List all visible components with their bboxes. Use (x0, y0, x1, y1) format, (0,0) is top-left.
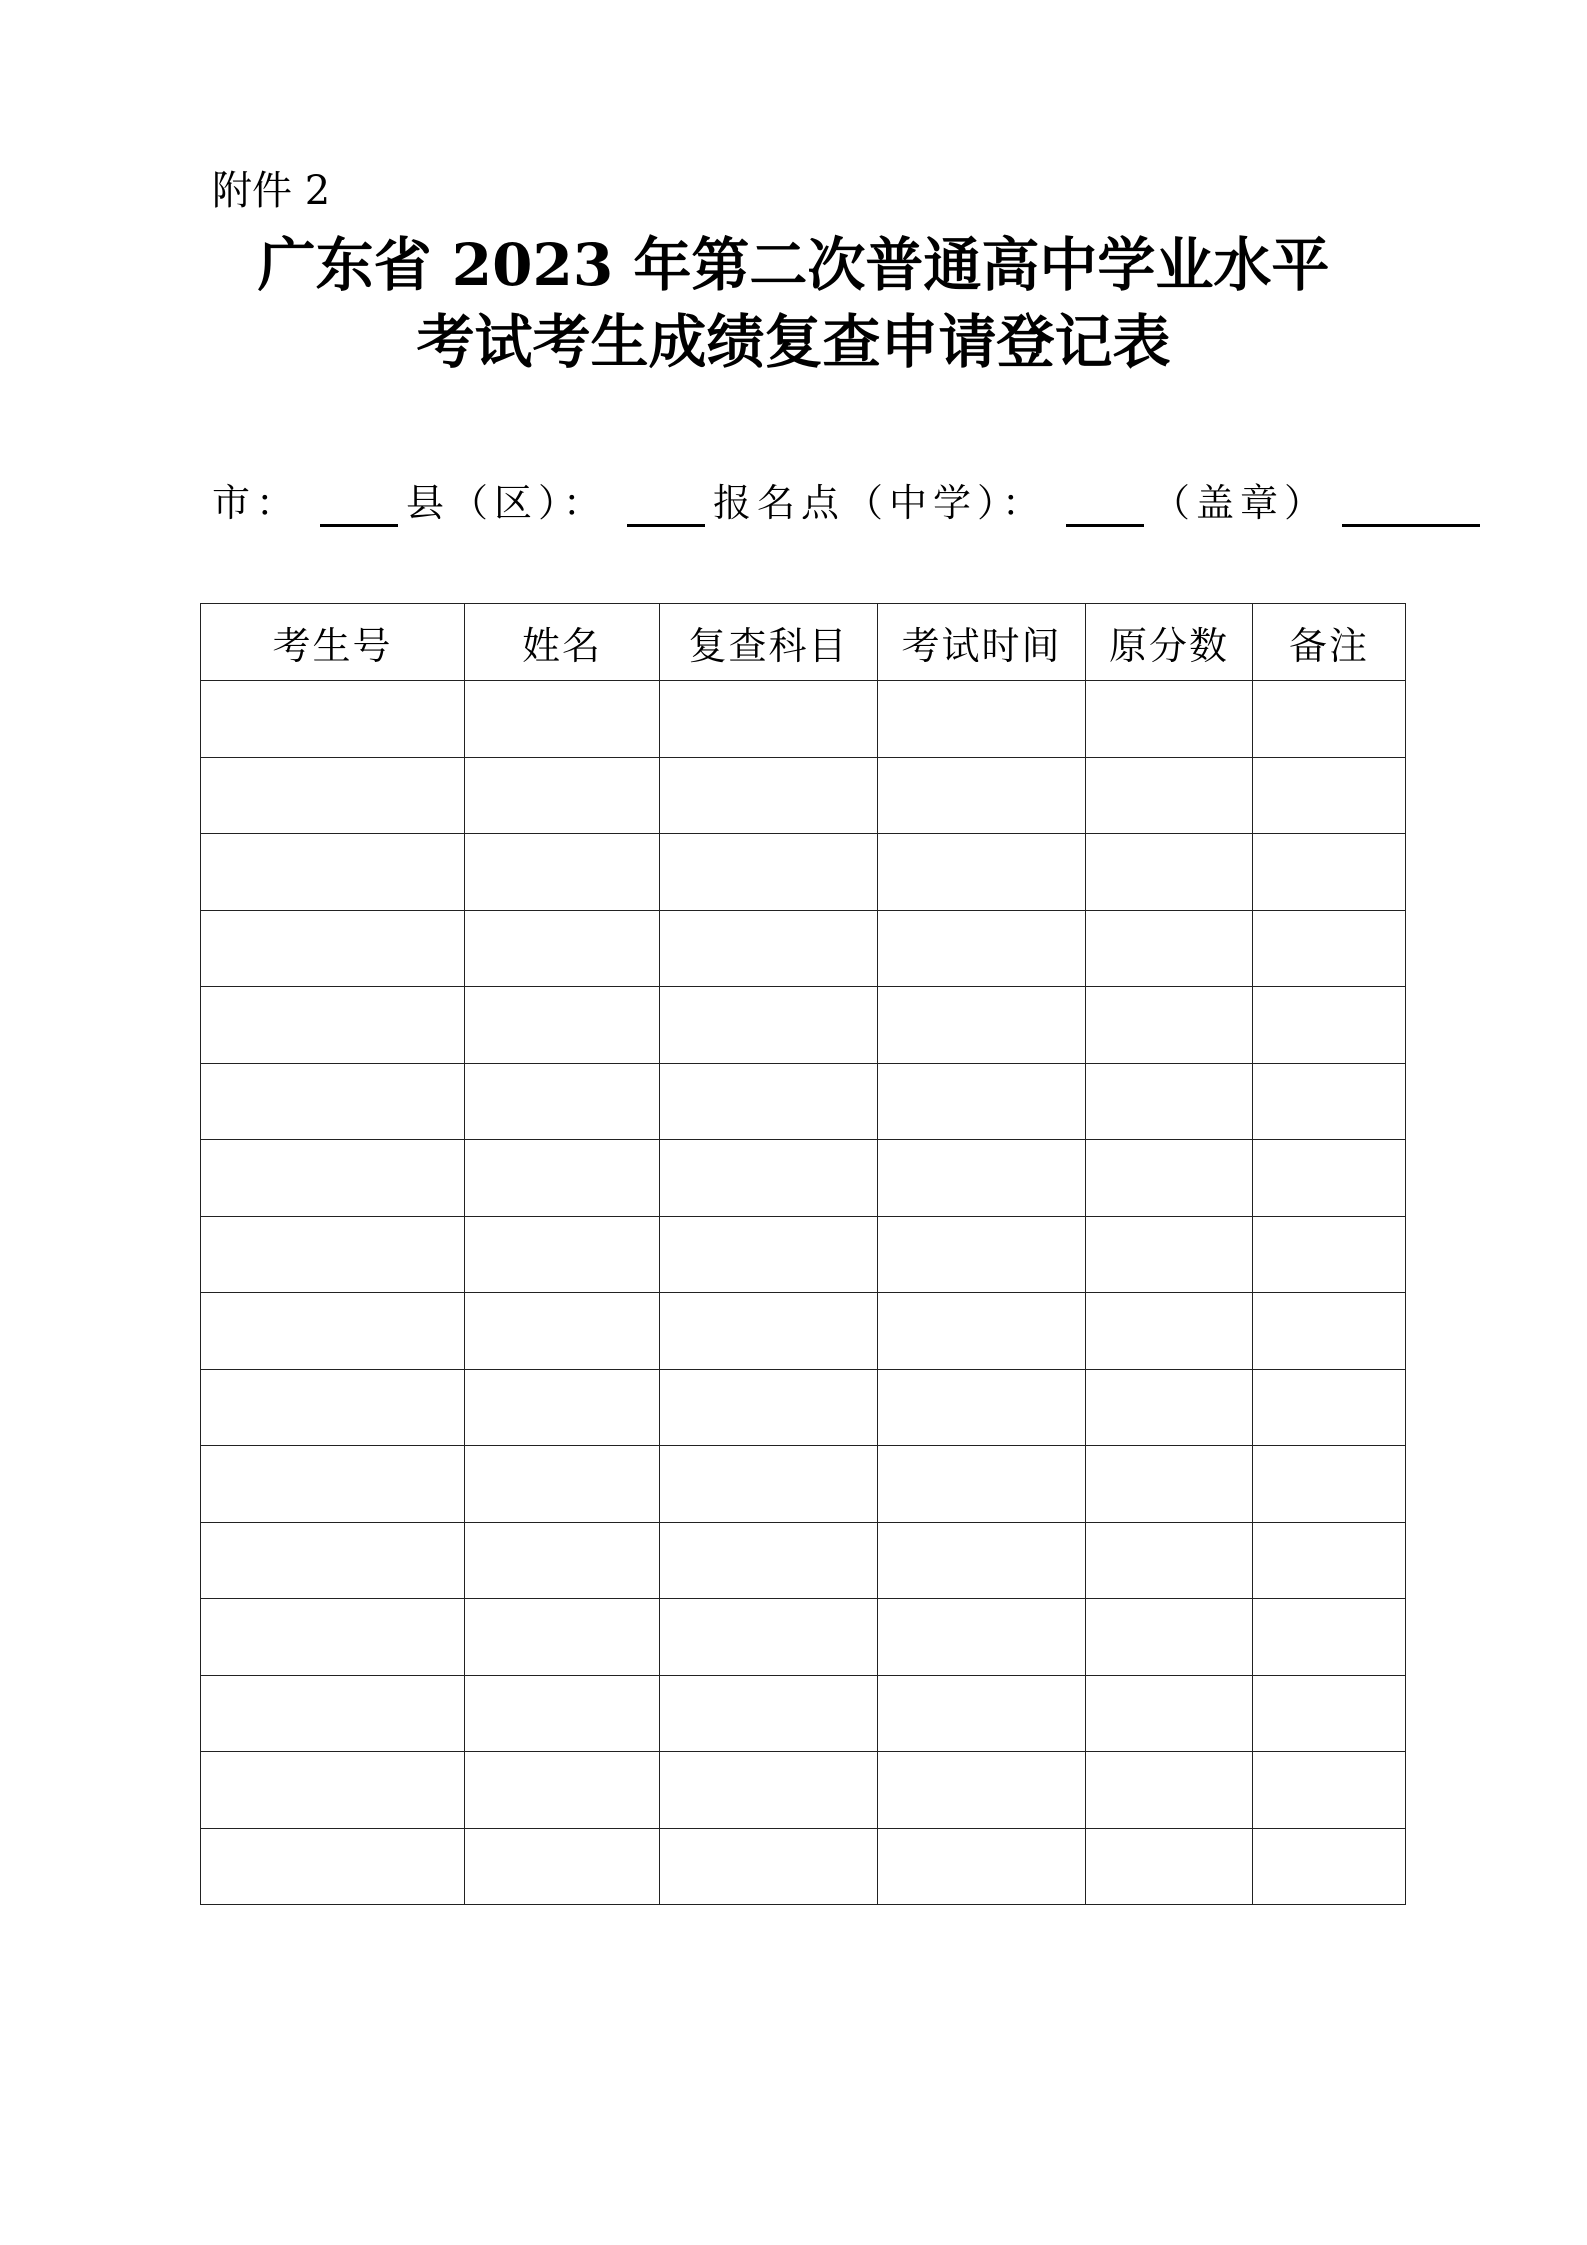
cell-candidate-number[interactable] (201, 681, 465, 758)
review-application-table (200, 603, 1406, 1905)
cell-remarks[interactable] (1253, 987, 1406, 1064)
cell-candidate-number[interactable] (201, 1446, 465, 1523)
cell-exam-time[interactable] (878, 1293, 1086, 1370)
cell-review-subject[interactable] (660, 1140, 878, 1217)
table-row (201, 1446, 1406, 1523)
cell-remarks[interactable] (1253, 910, 1406, 987)
city-label: 市： (212, 481, 301, 525)
cell-original-score[interactable] (1086, 1522, 1253, 1599)
cell-remarks[interactable] (1253, 1752, 1406, 1829)
cell-original-score[interactable] (1086, 1828, 1253, 1905)
cell-original-score[interactable] (1086, 1063, 1253, 1140)
table-row (201, 1828, 1406, 1905)
cell-review-subject[interactable] (660, 834, 878, 911)
table-row (201, 1522, 1406, 1599)
table-row (201, 681, 1406, 758)
table-row (201, 757, 1406, 834)
table-row (201, 1140, 1406, 1217)
cell-review-subject[interactable] (660, 1446, 878, 1523)
cell-name[interactable] (465, 1828, 660, 1905)
cell-original-score[interactable] (1086, 1216, 1253, 1293)
cell-review-subject[interactable] (660, 757, 878, 834)
cell-name[interactable] (465, 1293, 660, 1370)
cell-remarks[interactable] (1253, 1446, 1406, 1523)
cell-exam-time[interactable] (878, 1828, 1086, 1905)
cell-candidate-number[interactable] (201, 1522, 465, 1599)
cell-candidate-number[interactable] (201, 1675, 465, 1752)
cell-candidate-number[interactable] (201, 1369, 465, 1446)
cell-review-subject[interactable] (660, 681, 878, 758)
cell-remarks[interactable] (1253, 1599, 1406, 1676)
cell-name[interactable] (465, 757, 660, 834)
table-row (201, 1293, 1406, 1370)
cell-original-score[interactable] (1086, 987, 1253, 1064)
cell-name[interactable] (465, 1140, 660, 1217)
cell-exam-time[interactable] (878, 681, 1086, 758)
attachment-label: 附件 2 (212, 168, 331, 214)
registration-info-line (212, 467, 1488, 527)
county-label: 县（区）： (406, 481, 608, 525)
cell-name[interactable] (465, 1752, 660, 1829)
cell-exam-time[interactable] (878, 1675, 1086, 1752)
city-blank[interactable] (320, 478, 398, 527)
cell-review-subject[interactable] (660, 1752, 878, 1829)
registration-point-blank[interactable] (1066, 478, 1144, 527)
cell-original-score[interactable] (1086, 1675, 1253, 1752)
cell-review-subject[interactable] (660, 910, 878, 987)
column-header-name: 姓名 (465, 604, 660, 681)
cell-original-score[interactable] (1086, 757, 1253, 834)
cell-review-subject[interactable] (660, 1063, 878, 1140)
cell-original-score[interactable] (1086, 1446, 1253, 1523)
cell-review-subject[interactable] (660, 1369, 878, 1446)
cell-original-score[interactable] (1086, 1752, 1253, 1829)
county-blank[interactable] (627, 478, 705, 527)
document-title-line-1: 广东省 2023 年第二次普通高中学业水平 (257, 231, 1330, 299)
cell-name[interactable] (465, 910, 660, 987)
cell-remarks[interactable] (1253, 1140, 1406, 1217)
column-header-exam-time: 考试时间 (878, 604, 1086, 681)
cell-name[interactable] (465, 1446, 660, 1523)
seal-blank[interactable] (1342, 478, 1480, 527)
cell-original-score[interactable] (1086, 681, 1253, 758)
cell-review-subject[interactable] (660, 1293, 878, 1370)
cell-remarks[interactable] (1253, 834, 1406, 911)
cell-original-score[interactable] (1086, 834, 1253, 911)
cell-candidate-number[interactable] (201, 1140, 465, 1217)
table-row (201, 1216, 1406, 1293)
cell-review-subject[interactable] (660, 987, 878, 1064)
cell-candidate-number[interactable] (201, 757, 465, 834)
table-row (201, 1752, 1406, 1829)
cell-exam-time[interactable] (878, 987, 1086, 1064)
column-header-candidate-number: 考生号 (201, 604, 465, 681)
cell-original-score[interactable] (1086, 1599, 1253, 1676)
cell-candidate-number[interactable] (201, 834, 465, 911)
cell-remarks[interactable] (1253, 1216, 1406, 1293)
cell-remarks[interactable] (1253, 1828, 1406, 1905)
cell-original-score[interactable] (1086, 1140, 1253, 1217)
cell-candidate-number[interactable] (201, 1216, 465, 1293)
table-row (201, 1675, 1406, 1752)
cell-exam-time[interactable] (878, 1752, 1086, 1829)
cell-remarks[interactable] (1253, 1522, 1406, 1599)
cell-name[interactable] (465, 987, 660, 1064)
cell-candidate-number[interactable] (201, 1599, 465, 1676)
cell-exam-time[interactable] (878, 1446, 1086, 1523)
cell-original-score[interactable] (1086, 910, 1253, 987)
cell-remarks[interactable] (1253, 1293, 1406, 1370)
cell-name[interactable] (465, 834, 660, 911)
cell-review-subject[interactable] (660, 1522, 878, 1599)
registration-point-label: 报名点（中学）： (713, 481, 1047, 525)
cell-remarks[interactable] (1253, 1675, 1406, 1752)
cell-name[interactable] (465, 1675, 660, 1752)
cell-candidate-number[interactable] (201, 987, 465, 1064)
cell-exam-time[interactable] (878, 757, 1086, 834)
cell-exam-time[interactable] (878, 910, 1086, 987)
table-row (201, 910, 1406, 987)
cell-exam-time[interactable] (878, 1599, 1086, 1676)
column-header-original-score: 原分数 (1086, 604, 1253, 681)
column-header-review-subject: 复查科目 (660, 604, 878, 681)
cell-name[interactable] (465, 1599, 660, 1676)
table-row (201, 1369, 1406, 1446)
cell-original-score[interactable] (1086, 1293, 1253, 1370)
cell-name[interactable] (465, 681, 660, 758)
table-row (201, 1599, 1406, 1676)
cell-original-score[interactable] (1086, 1369, 1253, 1446)
cell-candidate-number[interactable] (201, 1293, 465, 1370)
cell-remarks[interactable] (1253, 681, 1406, 758)
cell-review-subject[interactable] (660, 1599, 878, 1676)
cell-name[interactable] (465, 1063, 660, 1140)
cell-name[interactable] (465, 1369, 660, 1446)
cell-remarks[interactable] (1253, 757, 1406, 834)
cell-candidate-number[interactable] (201, 1063, 465, 1140)
cell-name[interactable] (465, 1522, 660, 1599)
cell-exam-time[interactable] (878, 1522, 1086, 1599)
cell-candidate-number[interactable] (201, 910, 465, 987)
cell-candidate-number[interactable] (201, 1752, 465, 1829)
document-title-line-2: 考试考生成绩复查申请登记表 (416, 308, 1171, 376)
cell-candidate-number[interactable] (201, 1828, 465, 1905)
table-row (201, 1063, 1406, 1140)
table-row (201, 987, 1406, 1064)
cell-remarks[interactable] (1253, 1063, 1406, 1140)
cell-exam-time[interactable] (878, 1140, 1086, 1217)
seal-label: （盖章） (1152, 481, 1329, 525)
cell-remarks[interactable] (1253, 1369, 1406, 1446)
table-header-row (201, 604, 1406, 681)
cell-review-subject[interactable] (660, 1828, 878, 1905)
cell-exam-time[interactable] (878, 1369, 1086, 1446)
cell-exam-time[interactable] (878, 1216, 1086, 1293)
table-body (201, 681, 1406, 1905)
cell-review-subject[interactable] (660, 1216, 878, 1293)
cell-exam-time[interactable] (878, 834, 1086, 911)
cell-review-subject[interactable] (660, 1675, 878, 1752)
cell-name[interactable] (465, 1216, 660, 1293)
column-header-remarks: 备注 (1253, 604, 1406, 681)
table-row (201, 834, 1406, 911)
cell-exam-time[interactable] (878, 1063, 1086, 1140)
